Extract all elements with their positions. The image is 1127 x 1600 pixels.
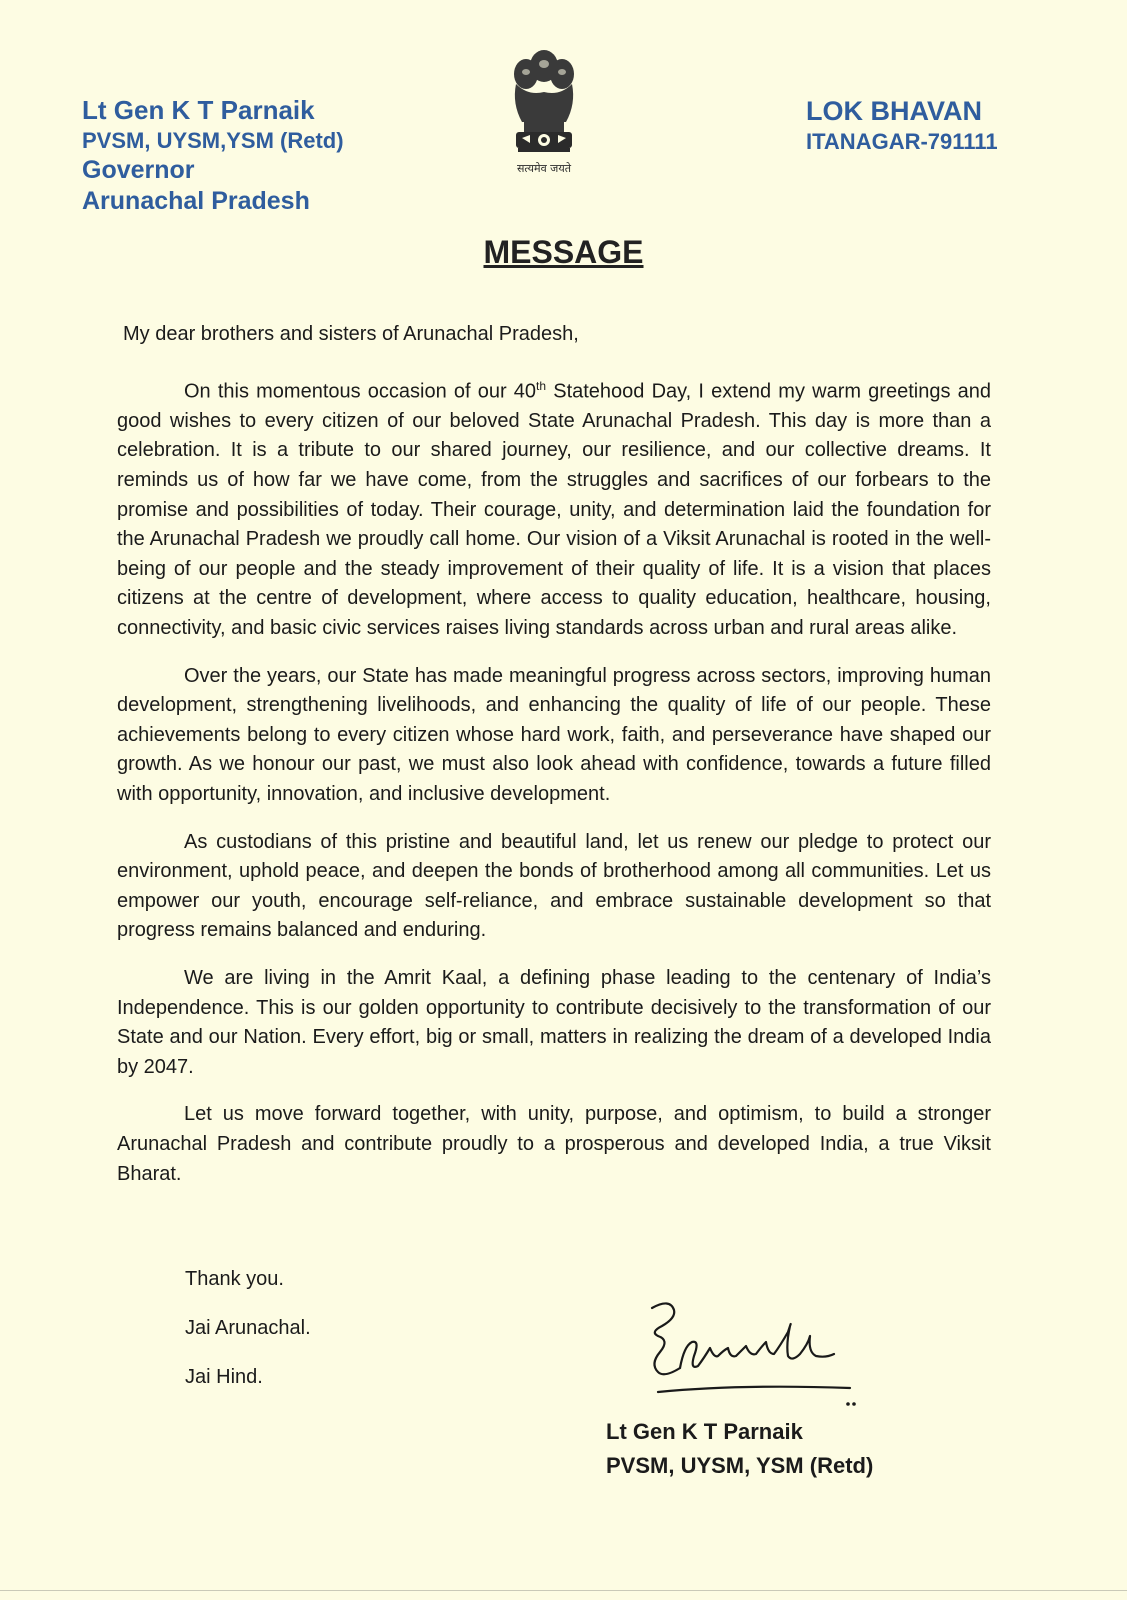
office-address: ITANAGAR-791111 — [806, 129, 998, 154]
salutation: My dear brothers and sisters of Arunachal Pradesh, — [123, 323, 579, 345]
paragraph-3: As custodians of this pristine and beautiful land, let us renew our pledge to protect our environment, uphold peace, and deepen the bonds of brotherhood among all communities. Let us empower our youth, encourage self-reliance, and embrace sustainable development so that progress remains balanced and enduring. — [117, 830, 991, 942]
ordinal-suffix: th — [536, 378, 547, 393]
closing-block — [185, 1268, 311, 1415]
paragraph-1-start: On this momentous occasion of our 40 — [184, 380, 537, 403]
national-emblem-icon — [494, 44, 594, 184]
closing-jai-arunachal: Jai Arunachal. — [185, 1317, 311, 1339]
signatory-block — [606, 1415, 873, 1483]
office-name: LOK BHAVAN — [806, 96, 982, 126]
closing-jai-hind: Jai Hind. — [185, 1366, 263, 1388]
paragraph-5: Let us move forward together, with unity, purpose, and optimism, to build a stronger Arunachal Pradesh and contribute proudly to a prosperous and developed India, a true Viksit Bharat. — [117, 1103, 991, 1185]
message-title: MESSAGE — [483, 234, 644, 270]
sender-state: Arunachal Pradesh — [82, 187, 310, 215]
office-block — [806, 96, 998, 157]
paragraph-4: We are living in the Amrit Kaal, a defining phase leading to the centenary of India’s Independence. This is our golden opportunity to contribute decisively to the transformation of our State and our Nation. Every effort, big or small, matters in realizing the dream of a developed India by 2047. — [117, 966, 991, 1078]
paragraph-1-rest: Statehood Day, I extend my warm greetings and good wishes to every citizen of our beloved State Arunachal Pradesh. This day is more than a celebration. It is a tribute to our shared journey, our resilience, and our collective dreams. It reminds us of how far we have come, from the struggles and sacrifices of our forbears to the promise and possibilities of today. Their courage, unity, and determination laid the foundation for the Arunachal Pradesh we proudly call home. Our vision of a Viksit Arunachal is rooted in the well-being of our people and the steady improvement of their quality of life. It is a vision that places citizens at the centre of development, where access to quality education, healthcare, housing, connectivity, and basic civic services raises living standards across urban and rural areas alike. — [117, 380, 991, 639]
sender-block — [82, 94, 344, 217]
page-edge-line — [0, 1590, 1127, 1591]
sender-name: Lt Gen K T Parnaik — [82, 95, 315, 125]
closing-thanks: Thank you. — [185, 1268, 284, 1290]
signatory-decorations: PVSM, UYSM, YSM (Retd) — [606, 1453, 874, 1478]
sender-decorations: PVSM, UYSM,YSM (Retd) — [82, 128, 344, 153]
paragraph-2: Over the years, our State has made meaningful progress across sectors, improving human development, strengthening livelihoods, and enhancing the quality of life of our people. These achievements belong to every citizen whose hard work, faith, and perseverance have shaped our growth. As we honour our past, we must also look ahead with confidence, towards a future filled with opportunity, innovation, and inclusive development. — [117, 664, 991, 805]
sender-designation: Governor — [82, 156, 195, 184]
paragraph-1 — [117, 372, 991, 644]
emblem-motto: सत्यमेव जयते — [516, 162, 572, 175]
handwritten-signature — [640, 1296, 860, 1426]
message-body — [117, 320, 991, 1207]
signatory-name: Lt Gen K T Parnaik — [606, 1419, 803, 1444]
